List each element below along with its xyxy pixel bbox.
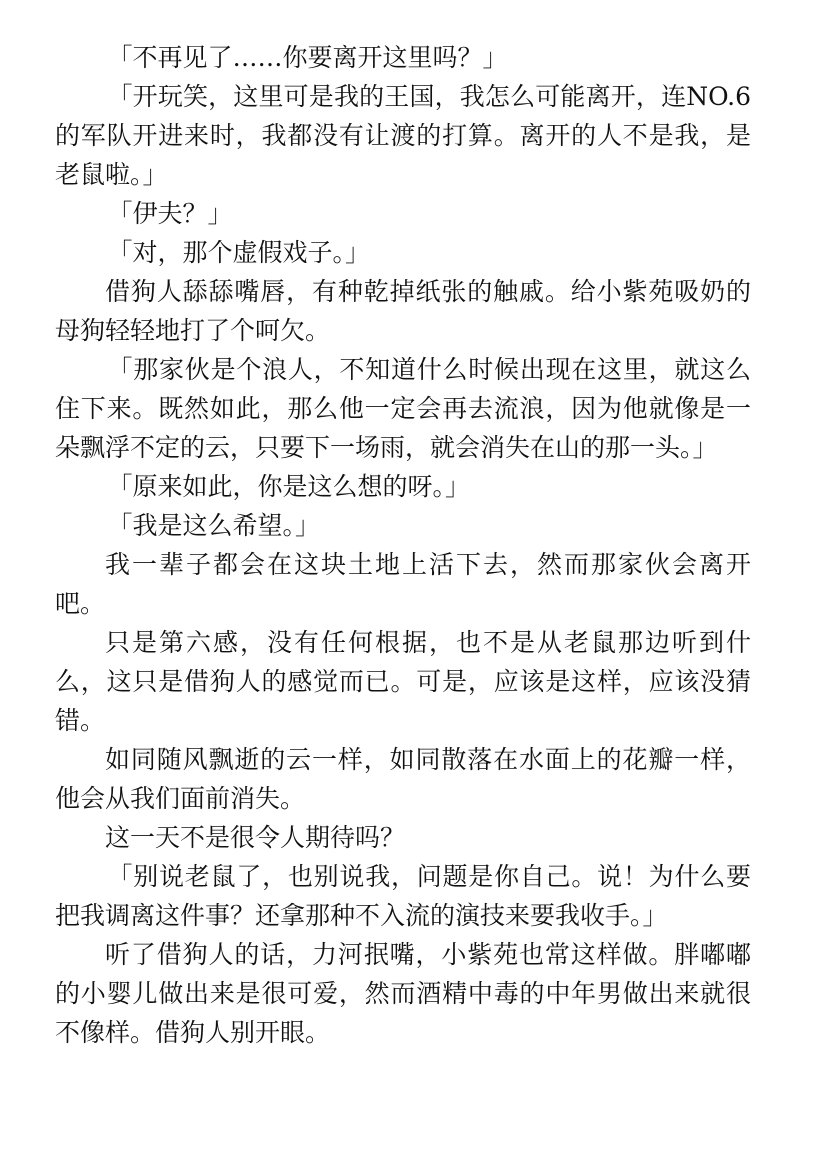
paragraph: 借狗人舔舔嘴唇，有种乾掉纸张的触戚。给小紫苑吸奶的母狗轻轻地打了个呵欠。 [55,277,751,345]
paragraph: 「别说老鼠了，也别说我，问题是你自己。说！为什么要把我调离这件事？还拿那种不入流的演技来要我收手。」 [55,862,751,930]
paragraph: 「对，那个虚假戏子。」 [107,238,371,267]
paragraph: 如同随风飘逝的云一样，如同散落在水面上的花瓣一样，他会从我们面前消失。 [55,745,751,813]
paragraph: 「开玩笑，这里可是我的王国，我怎么可能离开，连NO.6的军队开进来时，我都没有让渡的打算。离开的人不是我，是老鼠啦。」 [55,82,751,189]
paragraph: 「我是这么希望。」 [107,511,321,540]
paragraph: 「那家伙是个浪人，不知道什么时候出现在这里，就这么住下来。既然如此，那么他一定会再去流浪，因为他就像是一朵飘浮不定的云，只要下一场雨，就会消失在山的那一头。」 [55,355,751,462]
document-page [55,38,751,1052]
paragraph: 「伊夫？」 [107,199,233,228]
paragraph: 我一辈子都会在这块土地上活下去，然而那家伙会离开吧。 [55,550,751,618]
paragraph: 「不再见了……你要离开这里吗？」 [107,43,508,72]
paragraph: 这一天不是很令人期待吗？ [105,823,406,852]
paragraph: 听了借狗人的话，力河抿嘴，小紫苑也常这样做。胖嘟嘟的小婴儿做出来是很可爱，然而酒精中毒的中年男做出来就很不像样。借狗人别开眼。 [55,940,751,1047]
paragraph: 「原来如此，你是这么想的呀。」 [107,472,471,501]
paragraph: 只是第六感，没有任何根据，也不是从老鼠那边听到什么，这只是借狗人的感觉而已。可是，应该是这样，应该没猜错。 [55,628,751,735]
